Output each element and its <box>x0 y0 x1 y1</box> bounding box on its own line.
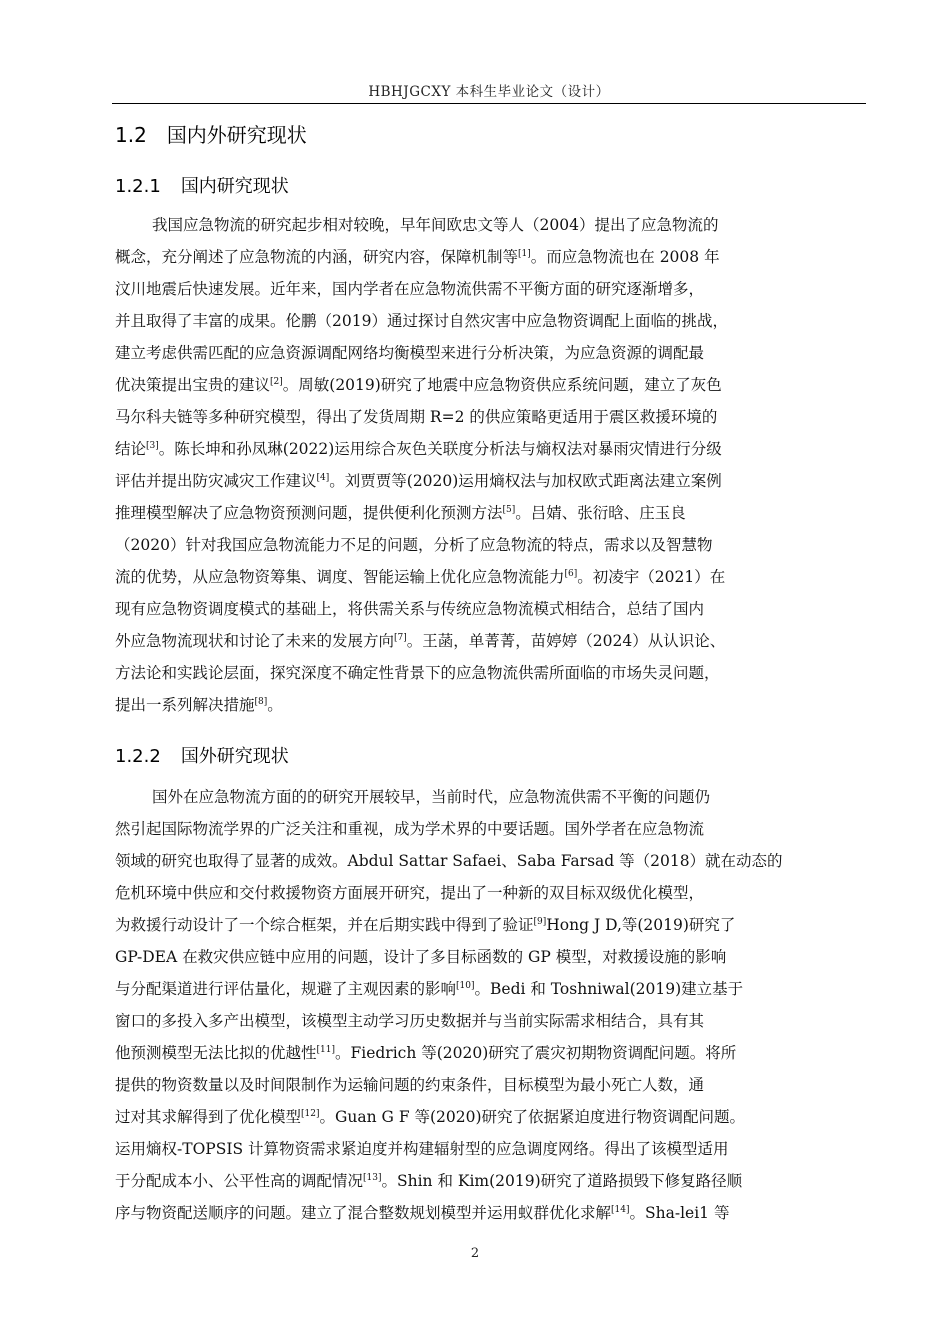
text-line: 危机环境中供应和交付救援物资方面展开研究，提出了一种新的双目标双级优化模型， <box>115 884 705 902</box>
text-line: 推理模型解决了应急物资预测问题，提供便利化预测方法[5]。吕婧、张衍晗、庄玉良 <box>115 504 686 522</box>
citation-ref: [11] <box>316 1045 335 1055</box>
text-line: 运用熵权-TOPSIS 计算物资需求紧迫度并构建辐射型的应急调度网络。得出了该模型适用 <box>115 1140 729 1158</box>
text-line: 方法论和实践论层面，探究深度不确定性背景下的应急物流供需所面临的市场失灵问题， <box>115 664 720 682</box>
subsection-title: 国外研究现状 <box>180 746 289 767</box>
text-line: GP-DEA 在救灾供应链中应用的问题，设计了多目标函数的 GP 模型，对救援设施的影响 <box>115 948 727 966</box>
subsection-title: 国内研究现状 <box>180 176 289 197</box>
section-number: 1.2 <box>115 123 147 147</box>
text-line: 窗口的多投入多产出模型，该模型主动学习历史数据并与当前实际需求相结合，具有其 <box>115 1012 705 1030</box>
subsection-heading-foreign <box>115 742 289 768</box>
citation-ref: [12] <box>301 1109 320 1119</box>
text-line: 我国应急物流的研究起步相对较晚，早年间欧忠文等人（2004）提出了应急物流的 <box>152 216 719 234</box>
text-line: 国外在应急物流方面的的研究开展较早，当前时代，应急物流供需不平衡的问题仍 <box>152 788 711 806</box>
text-line: 然引起国际物流学界的广泛关注和重视，成为学术界的中要话题。国外学者在应急物流 <box>115 820 705 838</box>
citation-ref: [3] <box>146 441 159 451</box>
text-line: 现有应急物资调度模式的基础上，将供需关系与传统应急物流模式相结合，总结了国内 <box>115 600 705 618</box>
citation-ref: [6] <box>564 569 578 579</box>
text-line: 流的优势，从应急物资筹集、调度、智能运输上优化应急物流能力[6]。初凌宇（2021）在 <box>115 568 726 586</box>
text-line: 提供的物资数量以及时间限制作为运输问题的约束条件，目标模型为最小死亡人数，通 <box>115 1076 705 1094</box>
text-line: 领域的研究也取得了显著的成效。Abdul Sattar Safaei、Saba Farsad 等（2018）就在动态的 <box>115 852 783 870</box>
text-line: 优决策提出宝贵的建议[2]。周敏(2019)研究了地震中应急物资供应系统问题，建立了灰色 <box>115 376 722 394</box>
paragraph-domestic <box>115 209 860 721</box>
section-title: 国内外研究现状 <box>166 123 307 147</box>
citation-ref: [4] <box>316 473 330 483</box>
text-line: 汶川地震后快速发展。近年来，国内学者在应急物流供需不平衡方面的研究逐渐增多， <box>115 280 705 298</box>
text-line: 提出一系列解决措施[8]。 <box>115 696 283 714</box>
page-number: 2 <box>470 1246 480 1261</box>
citation-ref: [14] <box>611 1205 630 1215</box>
text-line: 过对其求解得到了优化模型[12]。Guan G F 等(2020)研究了依据紧迫度进行物资调配问题。 <box>115 1108 746 1126</box>
subsection-heading-domestic <box>115 172 289 198</box>
citation-ref: [1] <box>518 249 531 259</box>
text-line: 概念，充分阐述了应急物流的内涵，研究内容，保障机制等[1]。而应急物流也在 2008 年 <box>115 248 720 266</box>
citation-ref: [7] <box>394 633 407 643</box>
header-rule <box>112 103 866 104</box>
text-line: 他预测模型无法比拟的优越性[11]。Fiedrich 等(2020)研究了震灾初期物资调配问题。将所 <box>115 1044 737 1062</box>
text-line: 建立考虑供需匹配的应急资源调配网络均衡模型来进行分析决策，为应急资源的调配最 <box>115 344 705 362</box>
text-line: 外应急物流现状和讨论了未来的发展方向[7]。王菡，单菁菁，苗婷婷（2024）从认识论、 <box>115 632 726 650</box>
text-line: 与分配渠道进行评估量化，规避了主观因素的影响[10]。Bedi 和 Toshniwal(2019)建立基于 <box>115 980 744 998</box>
citation-ref: [2] <box>270 377 283 387</box>
section-heading <box>115 119 307 148</box>
text-line: 并且取得了丰富的成果。伦鹏（2019）通过探讨自然灾害中应急物资调配上面临的挑战， <box>115 312 728 330</box>
text-line: （2020）针对我国应急物流能力不足的问题，分析了应急物流的特点，需求以及智慧物 <box>115 536 713 554</box>
subsection-number: 1.2.1 <box>115 176 161 197</box>
citation-ref: [5] <box>502 505 516 515</box>
citation-ref: [10] <box>456 981 475 991</box>
text-line: 评估并提出防灾减灾工作建议[4]。刘贾贾等(2020)运用熵权法与加权欧式距离法建立案例 <box>115 472 722 490</box>
paragraph-foreign <box>115 781 860 1229</box>
text-line: 于分配成本小、公平性高的调配情况[13]。Shin 和 Kim(2019)研究了道路损毁下修复路径顺 <box>115 1172 743 1190</box>
text-line: 为救援行动设计了一个综合框架，并在后期实践中得到了验证[9]Hong J D,等(2019)研究了 <box>115 916 736 934</box>
citation-ref: [8] <box>254 697 268 707</box>
citation-ref: [13] <box>363 1173 382 1183</box>
subsection-number: 1.2.2 <box>115 746 161 767</box>
citation-ref: [9] <box>533 917 547 927</box>
text-line: 序与物资配送顺序的问题。建立了混合整数规划模型并运用蚁群优化求解[14]。Sha-lei1 等 <box>115 1204 730 1222</box>
text-line: 马尔科夫链等多种研究模型，得出了发货周期 R=2 的供应策略更适用于震区救援环境的 <box>115 408 718 426</box>
text-line: 结论[3]。陈长坤和孙凤琳(2022)运用综合灰色关联度分析法与熵权法对暴雨灾情进行分级 <box>115 440 722 458</box>
running-header: HBHJGCXY 本科生毕业论文（设计） <box>368 84 610 100</box>
